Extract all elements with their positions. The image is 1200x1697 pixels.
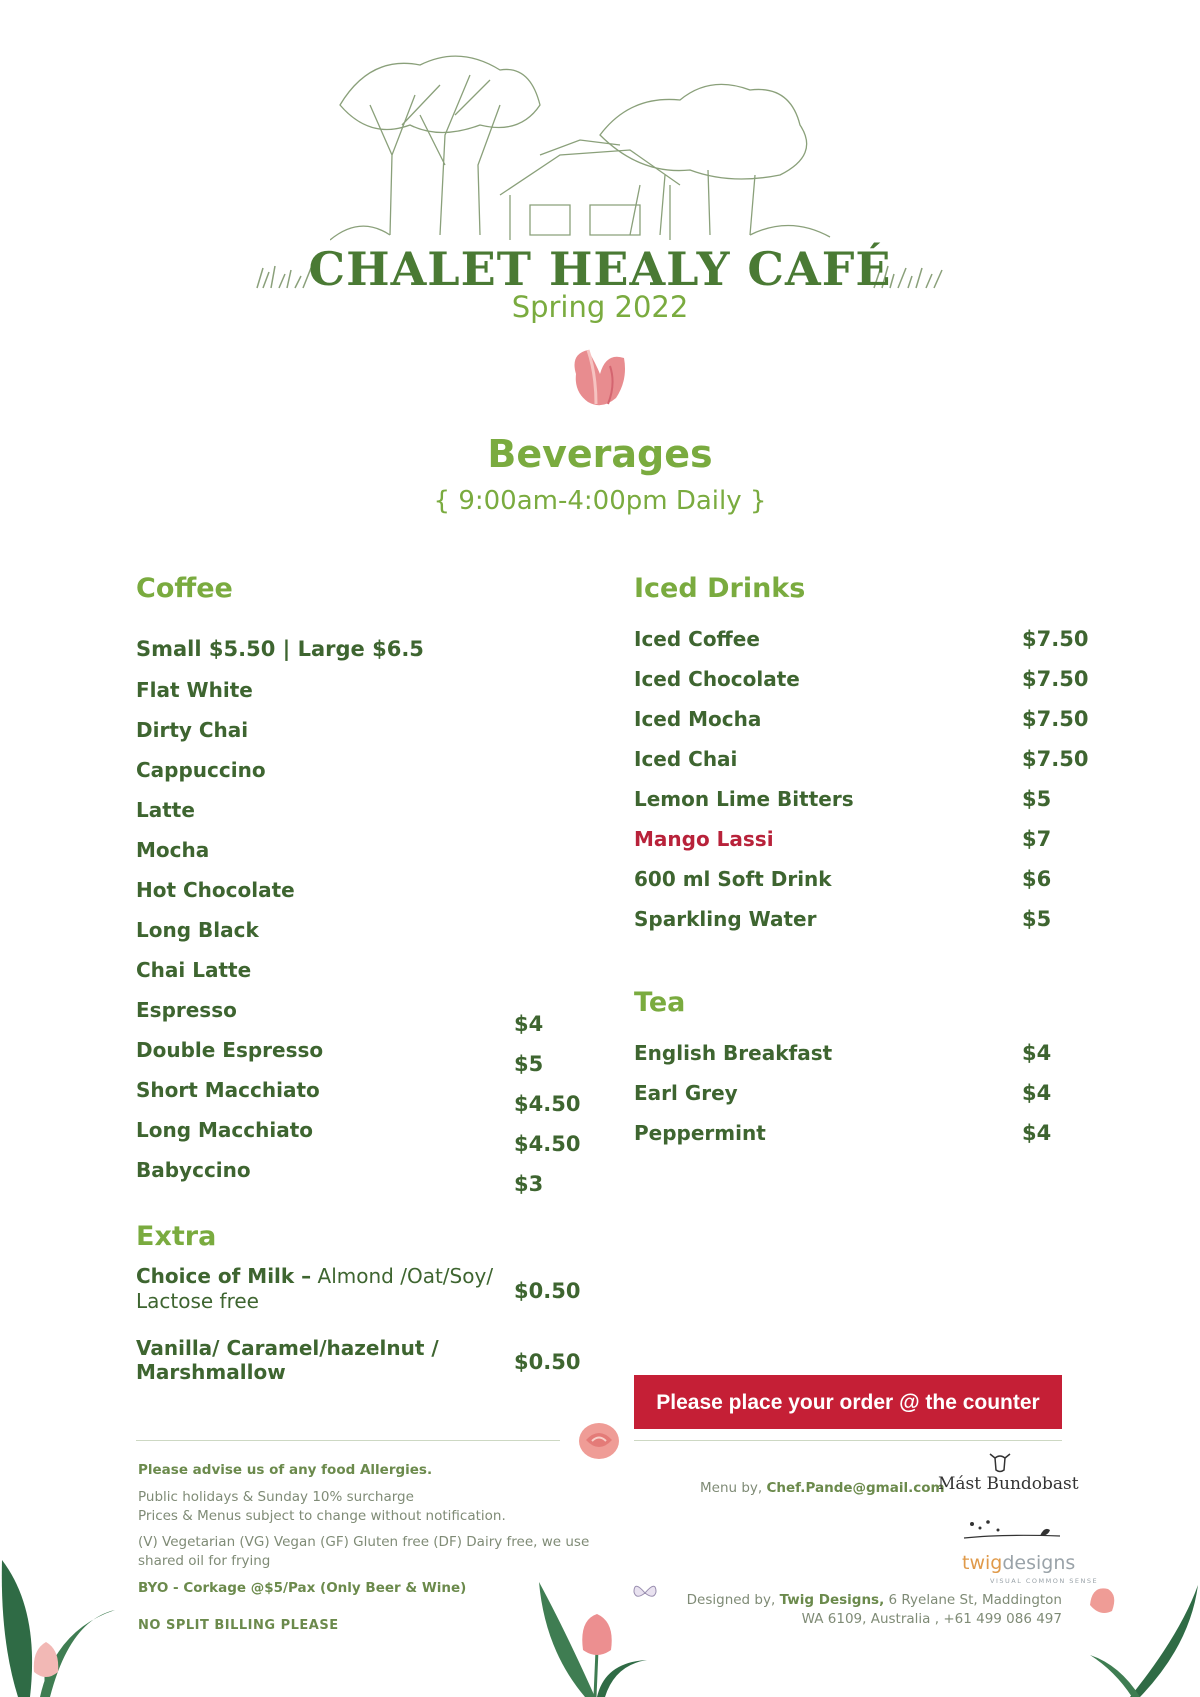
no-split-billing: NO SPLIT BILLING PLEASE bbox=[138, 1618, 339, 1633]
list-item: Hot Chocolate bbox=[136, 878, 295, 902]
list-item: Espresso bbox=[136, 998, 237, 1022]
list-item: Long Black bbox=[136, 918, 259, 942]
list-item: 600 ml Soft Drink bbox=[634, 867, 832, 891]
byo-note: BYO - Corkage @$5/Pax (Only Beer & Wine) bbox=[138, 1580, 467, 1596]
extra-milk-label: Choice of Milk – bbox=[136, 1264, 312, 1288]
extra-milk-options: Almond /Oat/Soy/ bbox=[311, 1264, 494, 1288]
cafe-title: CHALET HEALY CAFÉ bbox=[308, 242, 892, 296]
allergy-note: Please advise us of any food Allergies. bbox=[138, 1462, 433, 1478]
tulip-leaves-right-icon bbox=[1080, 1585, 1200, 1697]
tulip-icon bbox=[566, 344, 632, 412]
item-price: $4 bbox=[1022, 1121, 1052, 1145]
cow-head-icon bbox=[986, 1450, 1014, 1474]
menu-credit-label: Menu by, bbox=[700, 1480, 767, 1496]
item-price: $5 bbox=[1022, 787, 1052, 811]
item-price: $0.50 bbox=[514, 1350, 581, 1374]
item-price: $4 bbox=[1022, 1081, 1052, 1105]
designer-credit bbox=[600, 1592, 1062, 1608]
list-item: Chai Latte bbox=[136, 958, 252, 982]
extra-milk-options-cont: Lactose free bbox=[136, 1289, 259, 1313]
beverages-heading: Beverages bbox=[487, 432, 713, 476]
list-item: Iced Mocha bbox=[634, 707, 762, 731]
item-price: $7.50 bbox=[1022, 627, 1089, 651]
item-price: $4.50 bbox=[514, 1132, 581, 1156]
list-item: English Breakfast bbox=[634, 1041, 833, 1065]
brand-name: Mást Bundobast bbox=[938, 1474, 1079, 1494]
item-price: $6 bbox=[1022, 867, 1052, 891]
iced-drinks-heading: Iced Drinks bbox=[634, 573, 806, 604]
twig-tagline: VISUAL COMMON SENSE bbox=[990, 1577, 1099, 1585]
designer-address: 6 Ryelane St, Maddington bbox=[884, 1592, 1062, 1608]
opening-hours: { 9:00am-4:00pm Daily } bbox=[433, 486, 767, 516]
designer-credit-label: Designed by, bbox=[686, 1592, 780, 1608]
list-item: Mocha bbox=[136, 838, 210, 862]
tulip-leaves-left-icon bbox=[0, 1560, 120, 1697]
list-item: Latte bbox=[136, 798, 195, 822]
item-price: $7.50 bbox=[1022, 667, 1089, 691]
menu-credit bbox=[700, 1480, 945, 1496]
list-item: Iced Chai bbox=[634, 747, 738, 771]
item-price: $4.50 bbox=[514, 1092, 581, 1116]
rose-icon bbox=[576, 1420, 622, 1462]
footer-divider-right bbox=[634, 1440, 1062, 1441]
list-item: Sparkling Water bbox=[634, 907, 817, 931]
coffee-heading: Coffee bbox=[136, 573, 233, 604]
item-price: $4 bbox=[514, 1012, 544, 1036]
list-item: Short Macchiato bbox=[136, 1078, 320, 1102]
twig-logo bbox=[962, 1552, 1075, 1574]
item-price: $4 bbox=[1022, 1041, 1052, 1065]
season-subtitle: Spring 2022 bbox=[511, 290, 689, 324]
extra-syrup-label: Vanilla/ Caramel/hazelnut / bbox=[136, 1336, 439, 1360]
list-item: Babyccino bbox=[136, 1158, 251, 1182]
prices-note: Prices & Menus subject to change without notification. bbox=[138, 1508, 506, 1524]
chef-email: Chef.Pande@gmail.com bbox=[766, 1480, 945, 1496]
item-price: $7.50 bbox=[1022, 707, 1089, 731]
order-at-counter-banner: Please place your order @ the counter bbox=[634, 1375, 1062, 1429]
list-item: Double Espresso bbox=[136, 1038, 324, 1062]
diet-legend-cont: shared oil for frying bbox=[138, 1553, 271, 1569]
footer-divider-left bbox=[136, 1440, 560, 1441]
chalet-sketch-illustration bbox=[330, 45, 840, 245]
extra-heading: Extra bbox=[136, 1221, 217, 1252]
list-item-highlight: Mango Lassi bbox=[634, 827, 774, 851]
list-item: Lemon Lime Bitters bbox=[634, 787, 854, 811]
list-item: Cappuccino bbox=[136, 758, 266, 782]
list-item: Peppermint bbox=[634, 1121, 766, 1145]
list-item: Flat White bbox=[136, 678, 253, 702]
item-price: $7.50 bbox=[1022, 747, 1089, 771]
item-price: $0.50 bbox=[514, 1279, 581, 1303]
twig-logo-twig: twig bbox=[962, 1552, 1003, 1574]
designer-address-cont: WA 6109, Australia , +61 499 086 497 bbox=[801, 1611, 1062, 1627]
twig-logo-designs: designs bbox=[1002, 1552, 1076, 1574]
designer-name: Twig Designs, bbox=[779, 1592, 885, 1608]
butterfly-icon bbox=[630, 1578, 660, 1608]
item-price: $5 bbox=[1022, 907, 1052, 931]
coffee-size-prices: Small $5.50 | Large $6.5 bbox=[136, 637, 424, 661]
list-item: Iced Coffee bbox=[634, 627, 760, 651]
list-item: Long Macchiato bbox=[136, 1118, 314, 1142]
item-price: $7 bbox=[1022, 827, 1052, 851]
list-item: Iced Chocolate bbox=[634, 667, 800, 691]
list-item bbox=[136, 1264, 493, 1288]
list-item: Dirty Chai bbox=[136, 718, 249, 742]
tea-heading: Tea bbox=[634, 987, 686, 1018]
diet-legend: (V) Vegetarian (VG) Vegan (GF) Gluten free (DF) Dairy free, we use bbox=[138, 1534, 590, 1550]
list-item: Earl Grey bbox=[634, 1081, 738, 1105]
surcharge-note: Public holidays & Sunday 10% surcharge bbox=[138, 1489, 414, 1505]
twig-bird-icon bbox=[962, 1516, 1062, 1546]
extra-syrup-label-cont: Marshmallow bbox=[136, 1360, 286, 1384]
item-price: $5 bbox=[514, 1052, 544, 1076]
item-price: $3 bbox=[514, 1172, 544, 1196]
